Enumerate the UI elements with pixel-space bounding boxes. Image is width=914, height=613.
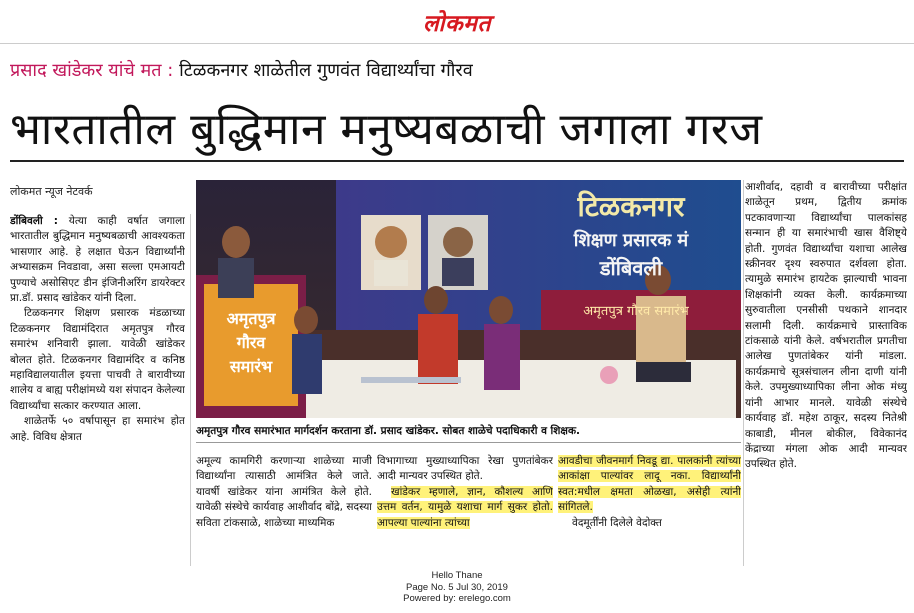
article-column-5 xyxy=(745,180,907,566)
podium-line-1: अमृतपुत्र xyxy=(226,309,276,328)
masthead xyxy=(0,0,914,44)
kicker xyxy=(10,58,473,82)
event-photo-illustration xyxy=(196,180,741,418)
banner-subtitle: शिक्षण प्रसारक मं xyxy=(573,230,689,251)
article-column-4 xyxy=(558,454,741,566)
footer-page: Page No. 5 Jul 30, 2019 xyxy=(406,581,508,593)
article-column-2 xyxy=(196,454,372,566)
banner-event-name: अमृतपुत्र गौरव समारंभ xyxy=(583,304,689,319)
headline: भारतातील बुद्धिमान मनुष्यबळाची जगाला गरज xyxy=(10,100,904,162)
footer-edition: Hello Thane xyxy=(431,570,483,581)
footer-powered: Powered by: erelego.com xyxy=(403,593,511,604)
kicker-topic: टिळकनगर शाळेतील गुणवंत विद्यार्थ्यांचा गौरव xyxy=(179,60,473,81)
paragraph-tradition: शाळेतर्फे ५० वर्षापासून हा समारंभ होत आहे. विविध क्षेत्रात xyxy=(10,415,185,443)
kicker-author: प्रसाद खांडेकर यांचे मत : xyxy=(10,60,174,81)
column-divider xyxy=(190,214,191,566)
podium-line-3: समारंभ xyxy=(229,357,273,376)
highlighted-quote-2: आवडीचा जीवनमार्ग निवडू द्या. पालकांनी त्यांच्या आकांक्षा पाल्यांवर लादू नका. विद्यार्थ्यांनी स्वत:मधील क्षमता ओळखा, असेही त्यांनी सांगितले. xyxy=(558,455,741,514)
lokmat-logo: लोकमत xyxy=(422,9,492,37)
podium-line-2: गौरव xyxy=(236,333,266,352)
paragraph-attendees: विभागाच्या मुख्याध्यापिका रेखा पुणतांबेकर आदी मान्यवर उपस्थित होते. xyxy=(377,455,553,483)
column-divider xyxy=(743,180,744,566)
paragraph-felicitation: आशीर्वाद, दहावी व बारावीच्या परीक्षांत शाळेतून प्रथम, द्वितीय क्रमांक पटकावणाऱ्या विद्यार्थ्यांचा पालकांसह सन्मान ही या समारंभाची खास वैशिष्ट्ये होती. गुणवंत विद्यार्थ्यांचा यशाचा आलेख स्क्रीनवर दृश्य स्वरुपात दर्शवला होता. त्यामुळे समारंभ हायटेक झाल्याची भावना शिक्षकांनी व्यक्त केली. कार्यक्रमाच्या सुरुवातीला एनसीसी पथकाने शानदार सलामी दिली. कार्यक्रमाचे प्रास्ताविक टांकसाळे यांनी केले. वर्षभरातील प्रगतीचा आलेख पुणतांबेकर यांनी मांडला. कार्यक्रमाचे सूत्रसंचालन लीना दाणी यांनी केले. उपमुख्याध्यापिका लीना ओक मंध्यु यांनी आभार मानले. यावेळी संस्थेचे कार्यवाह डॉ. महेश ठाकूर, सदस्य नितेश्री काबाडी, मीनल बोकील, विवेकानंद केंद्राच्या मंगला ओक आदी मान्यवर उपस्थित होते. xyxy=(745,181,907,471)
article-column-1 xyxy=(10,214,185,566)
page-footer xyxy=(0,570,914,605)
banner-city: डोंबिवली xyxy=(599,256,663,280)
event-photo xyxy=(196,180,741,418)
byline: लोकमत न्यूज नेटवर्क xyxy=(10,185,93,198)
paragraph-intro: येत्या काही वर्षात जगाला भारतातील बुद्धिमान मनुष्यबळाची आवश्यकता भासणार आहे. हे लक्षात घेऊन विद्यार्थ्यांनी अभ्यासक्रम निवडावा, असा सल्ला एमआयटी पुण्याचे असोसिएट डीन इंजिनीअरिंग डायरेक्टर प्रा.डॉ. प्रसाद खांडेकर यांनी दिला. xyxy=(10,215,185,305)
banner-title: टिळकनगर xyxy=(577,190,685,223)
article-column-3 xyxy=(377,454,553,566)
dateline: डोंबिवली : xyxy=(10,215,59,227)
paragraph-event: टिळकनगर शिक्षण प्रसारक मंडळाच्या टिळकनगर विद्यामंदिरात अमृतपुत्र गौरव समारंभ शनिवारी झाला. यावेळी खांडेकर बोलत होते. टिळकनगर विद्यामंदिर व कनिष्ठ महाविद्यालयातील इयत्ता पाचवी ते बारावीच्या शालेय व बाह्य परीक्षांमध्ये यश संपादन केलेल्या विद्यार्थ्यांचा सत्कार करण्यात आला. xyxy=(10,307,185,412)
paragraph-alumni: अमूल्य कामगिरी करणाऱ्या शाळेच्या माजी विद्यार्थ्यांना त्यासाठी आमंत्रित केले जाते. यावर्षी खांडेकर यांना आमंत्रित केले होते. यावेळी संस्थेचे कार्यवाह आशीर्वाद बोंद्रे, सदस्या सविता टांकसाळे, शाळेच्या माध्यमिक xyxy=(196,455,372,529)
photo-caption: अमृतपुत्र गौरव समारंभात मार्गदर्शन करताना डॉ. प्रसाद खांडेकर. सोबत शाळेचे पदाधिकारी व शिक्षक. xyxy=(196,424,741,443)
paragraph-vedic: वेदमूर्तींनी दिलेले वेदोक्त xyxy=(572,516,662,529)
highlighted-quote-1: खांडेकर म्हणाले, ज्ञान, कौशल्य आणि उत्तम वर्तन, यामुळे यशाचा मार्ग सुकर होतो. आपल्या पाल्यांना त्यांच्या xyxy=(377,485,553,529)
